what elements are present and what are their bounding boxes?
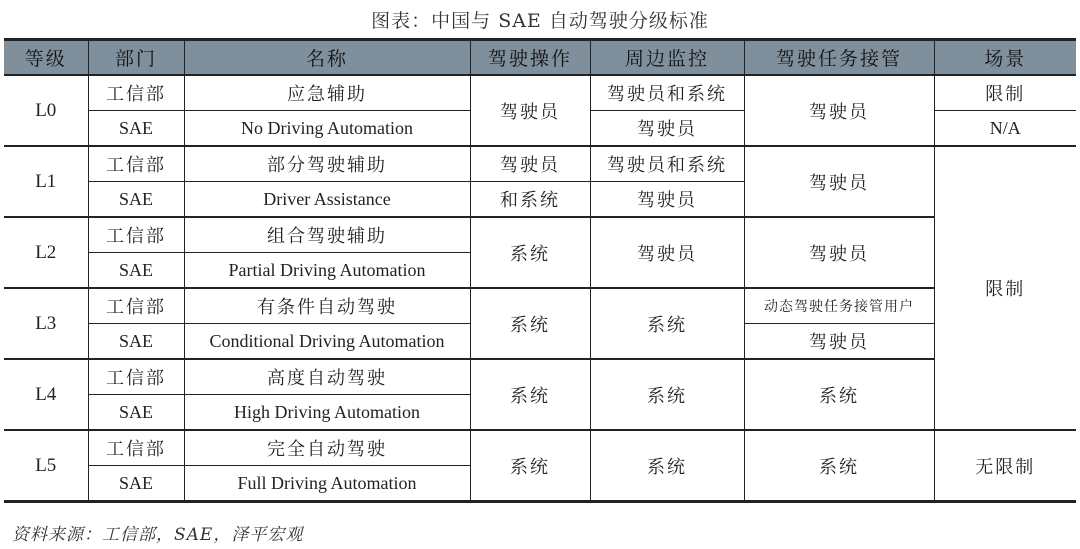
- scene-cell: N/A: [934, 111, 1076, 147]
- dept-cell: 工信部: [88, 288, 184, 324]
- dept-cell: SAE: [88, 395, 184, 431]
- monitor-cell: 驾驶员: [590, 182, 744, 218]
- dept-cell: SAE: [88, 111, 184, 147]
- header-name: 名称: [184, 40, 470, 76]
- monitor-cell: 驾驶员: [590, 217, 744, 288]
- monitor-cell: 驾驶员和系统: [590, 146, 744, 182]
- monitor-cell: 系统: [590, 359, 744, 430]
- driving-cell: 和系统: [470, 182, 590, 218]
- name-cell: 高度自动驾驶: [184, 359, 470, 395]
- level-cell: L5: [4, 430, 88, 502]
- name-cell: 应急辅助: [184, 75, 470, 111]
- name-cell: Partial Driving Automation: [184, 253, 470, 289]
- driving-cell: 系统: [470, 288, 590, 359]
- autonomous-driving-levels-table: [4, 38, 1076, 503]
- driving-cell: 驾驶员: [470, 146, 590, 182]
- dept-cell: 工信部: [88, 217, 184, 253]
- monitor-cell: 驾驶员: [590, 111, 744, 147]
- monitor-cell: 驾驶员和系统: [590, 75, 744, 111]
- takeover-cell: 系统: [744, 430, 934, 502]
- table-row: [4, 75, 1076, 111]
- level-cell: L2: [4, 217, 88, 288]
- dept-cell: SAE: [88, 182, 184, 218]
- name-cell: 完全自动驾驶: [184, 430, 470, 466]
- dept-cell: SAE: [88, 466, 184, 502]
- level-cell: L3: [4, 288, 88, 359]
- scene-cell: 无限制: [934, 430, 1076, 502]
- name-cell: 有条件自动驾驶: [184, 288, 470, 324]
- header-dept: 部门: [88, 40, 184, 76]
- dept-cell: 工信部: [88, 359, 184, 395]
- name-cell: 组合驾驶辅助: [184, 217, 470, 253]
- table-row: [4, 430, 1076, 466]
- dept-cell: 工信部: [88, 430, 184, 466]
- table-container: [4, 38, 1076, 503]
- scene-cell: 限制: [934, 146, 1076, 430]
- dept-cell: SAE: [88, 253, 184, 289]
- takeover-cell: 驾驶员: [744, 324, 934, 360]
- table-row: [4, 146, 1076, 182]
- takeover-cell: 系统: [744, 359, 934, 430]
- level-cell: L4: [4, 359, 88, 430]
- name-cell: Full Driving Automation: [184, 466, 470, 502]
- figure-caption: 图表：中国与 SAE 自动驾驶分级标准: [371, 10, 709, 32]
- header-driving: 驾驶操作: [470, 40, 590, 76]
- name-cell: Conditional Driving Automation: [184, 324, 470, 360]
- header-takeover: 驾驶任务接管: [744, 40, 934, 76]
- monitor-cell: 系统: [590, 288, 744, 359]
- takeover-cell: 动态驾驶任务接管用户: [744, 288, 934, 324]
- dept-cell: 工信部: [88, 146, 184, 182]
- monitor-cell: 系统: [590, 430, 744, 502]
- table-row: [4, 359, 1076, 395]
- header-row: [4, 40, 1076, 76]
- name-cell: 部分驾驶辅助: [184, 146, 470, 182]
- level-cell: L0: [4, 75, 88, 146]
- name-cell: High Driving Automation: [184, 395, 470, 431]
- header-monitor: 周边监控: [590, 40, 744, 76]
- takeover-cell: 驾驶员: [744, 146, 934, 217]
- header-level: 等级: [4, 40, 88, 76]
- driving-cell: 系统: [470, 217, 590, 288]
- dept-cell: SAE: [88, 324, 184, 360]
- driving-cell: 驾驶员: [470, 75, 590, 146]
- source-note: 资料来源：工信部，SAE，泽平宏观: [12, 525, 304, 545]
- dept-cell: 工信部: [88, 75, 184, 111]
- scene-cell: 限制: [934, 75, 1076, 111]
- name-cell: No Driving Automation: [184, 111, 470, 147]
- driving-cell: 系统: [470, 359, 590, 430]
- driving-cell: 系统: [470, 430, 590, 502]
- table-row: [4, 288, 1076, 324]
- name-cell: Driver Assistance: [184, 182, 470, 218]
- level-cell: L1: [4, 146, 88, 217]
- header-scene: 场景: [934, 40, 1076, 76]
- table-row: [4, 217, 1076, 253]
- takeover-cell: 驾驶员: [744, 75, 934, 146]
- takeover-cell: 驾驶员: [744, 217, 934, 288]
